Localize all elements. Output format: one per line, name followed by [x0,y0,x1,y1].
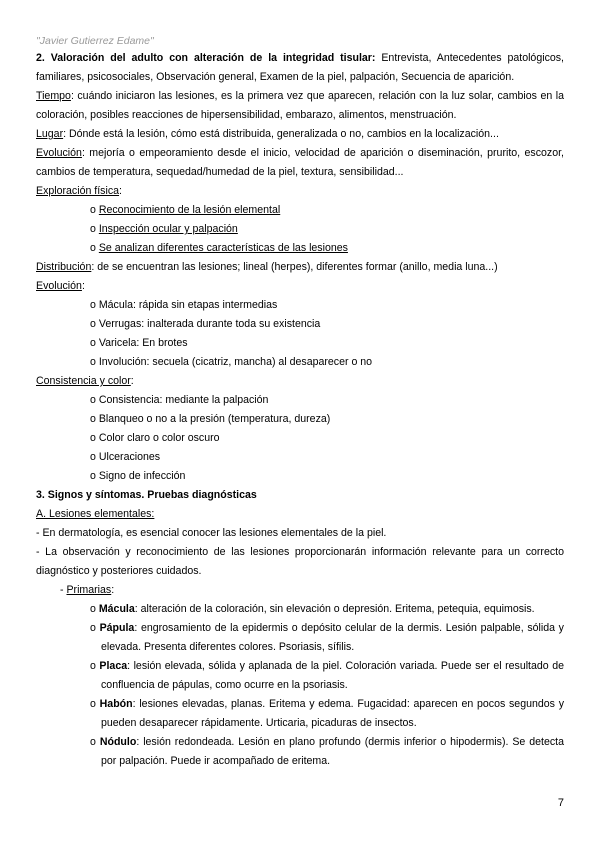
lugar-paragraph: Lugar: Dónde está la lesión, cómo está distribuida, generalizada o no, cambios en la localización... [36,128,499,140]
list-item: o Involución: secuela (cicatriz, mancha) al desaparecer o no [90,356,373,368]
document-body [36,49,564,771]
list-item: o Mácula: alteración de la coloración, sin elevación o depresión. Eritema, petequia, equimosis. [90,603,535,615]
list-item: o Pápula: engrosamiento de la epidermis o depósito celular de la dermis. Lesión palpable, sólida y elevada. Presenta diferentes colores. Psoriasis, sífilis. [90,622,564,653]
evolucion-heading: Evolución: [36,280,85,292]
page-number: 7 [557,797,564,809]
distribucion-label: Distribución [36,261,92,273]
author-header: "Javier Gutierrez Edame" [36,35,154,47]
list-item: o Consistencia: mediante la palpación [90,394,269,406]
list-item: o Ulceraciones [90,451,161,463]
primarias-heading: - Primarias: [60,584,115,596]
list-item: o Reconocimiento de la lesión elemental [90,204,281,216]
list-item: o Mácula: rápida sin etapas intermedias [90,299,278,311]
list-item: o Se analizan diferentes características de las lesiones [90,242,348,254]
list-item: o Varicela: En brotes [90,337,188,349]
section-3-line-2: - La observación y reconocimiento de las lesiones proporcionarán información relevante para un correcto diagnóstico y posteriores cuidados. [36,546,564,577]
list-item: o Placa: lesión elevada, sólida y aplanada de la piel. Coloración variada. Puede ser el resultado de confluencia de pápulas, como ocurre en la psoriasis. [90,660,564,691]
evolucion-label: Evolución [36,147,82,159]
section-2-title: 2. Valoración del adulto con alteración de la integridad tisular: [36,52,376,64]
tiempo-paragraph: Tiempo: cuándo iniciaron las lesiones, es la primera vez que aparecen, relación con la luz solar, cambios en la coloración, posibles reacciones de hipersensibilidad, embarazo, alimentos, menstruación. [36,90,564,121]
section-3-subtitle: A. Lesiones elementales: [36,508,155,520]
list-item: o Habón: lesiones elevadas, planas. Eritema y edema. Fugacidad: aparecen en pocos segundos y pueden desaparecer rápidamente. Urticaria, picaduras de insectos. [90,698,565,729]
exploracion-heading: Exploración física: [36,185,122,197]
section-3-title: 3. Signos y síntomas. Pruebas diagnósticas [36,489,257,501]
list-item: o Inspección ocular y palpación [90,223,238,235]
list-item: o Color claro o color oscuro [90,432,220,444]
list-item: o Signo de infección [90,470,186,482]
list-item: o Nódulo: lesión redondeada. Lesión en plano profundo (dermis inferior o hipodermis). Se detecta por palpación. Puede ir acompañado de eritema. [90,736,564,767]
evolucion-paragraph: Evolución: mejoría o empeoramiento desde el inicio, velocidad de aparición o diseminación, prurito, escozor, cambios de temperatura, sequedad/humedad de la piel, textura, sensibilidad... [36,147,564,178]
consistencia-heading: Consistencia y color: [36,375,134,387]
list-item: o Blanqueo o no a la presión (temperatura, dureza) [90,413,331,425]
section-3-line-1: - En dermatología, es esencial conocer las lesiones elementales de la piel. [36,527,387,539]
distribucion-paragraph: Distribución: de se encuentran las lesiones; lineal (herpes), diferentes formar (anillo, media luna...) [36,261,498,273]
lugar-label: Lugar [36,128,64,140]
section-2-intro: 2. Valoración del adulto con alteración de la integridad tisular: Entrevista, Antecedentes patológicos, familiares, psicosociales, Observación general, Examen de la piel, palpación, Secuencia de aparición. [36,52,565,83]
tiempo-label: Tiempo [36,90,71,102]
list-item: o Verrugas: inalterada durante toda su existencia [90,318,321,330]
